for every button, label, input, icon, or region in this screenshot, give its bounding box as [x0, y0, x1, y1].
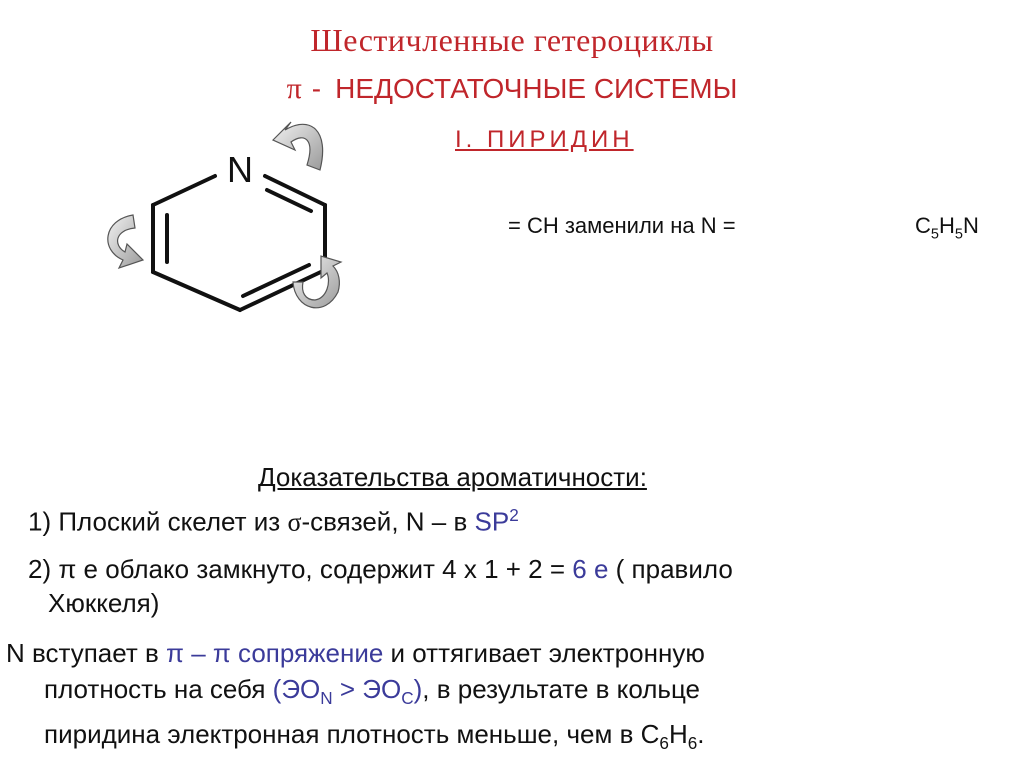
- proofs-heading: Доказательства ароматичности:: [258, 462, 647, 492]
- sp-hybridization: SP: [474, 506, 510, 537]
- molecular-formula: $C_5H_5N$: [915, 213, 979, 243]
- bond-c6-n: [265, 176, 325, 205]
- bond-n-c2: [153, 176, 215, 205]
- pyridine-structure: [95, 110, 365, 320]
- subtitle-dash: -: [311, 73, 322, 104]
- page-title: Шестичленные гетероциклы: [310, 22, 714, 58]
- curved-arrow-top-icon: [273, 122, 323, 170]
- electronegativity-comparison: $(ЭО_N > ЭО_C)$: [272, 674, 423, 709]
- proof-item-2: 2) π е облако замкнуто, содержит 4 х 1 + 2 = 6 е ( правило Хюккеля): [28, 554, 733, 618]
- sigma-symbol: σ: [287, 507, 302, 537]
- replacement-note: = СН заменили на N =: [508, 213, 736, 238]
- conjugation-term: π – π сопряжение: [166, 638, 384, 668]
- pi-symbol: π: [286, 72, 302, 105]
- nitrogen-label: N: [227, 149, 253, 190]
- subtitle-text: НЕДОСТАТОЧНЫЕ СИСТЕМЫ: [335, 73, 738, 104]
- proof-item-1: 1) Плоский скелет из σ-связей, N – в $SP^2$: [28, 505, 519, 537]
- curved-arrow-bottom-icon: [293, 256, 341, 308]
- electron-count: 6 е: [572, 554, 609, 584]
- bond-c3-c4: [153, 272, 240, 310]
- section-heading: I. ПИРИДИН: [455, 126, 634, 153]
- conclusion-paragraph: N вступает в π – π сопряжение и оттягивает электронную плотность на себя $(ЭО_N > ЭО_C)$, в результате в кольце пиридина электронная плотность меньше, чем в $С_6Н_6$.: [6, 638, 705, 754]
- page-subtitle: [0, 72, 1024, 106]
- curved-arrow-left-icon: [108, 215, 143, 268]
